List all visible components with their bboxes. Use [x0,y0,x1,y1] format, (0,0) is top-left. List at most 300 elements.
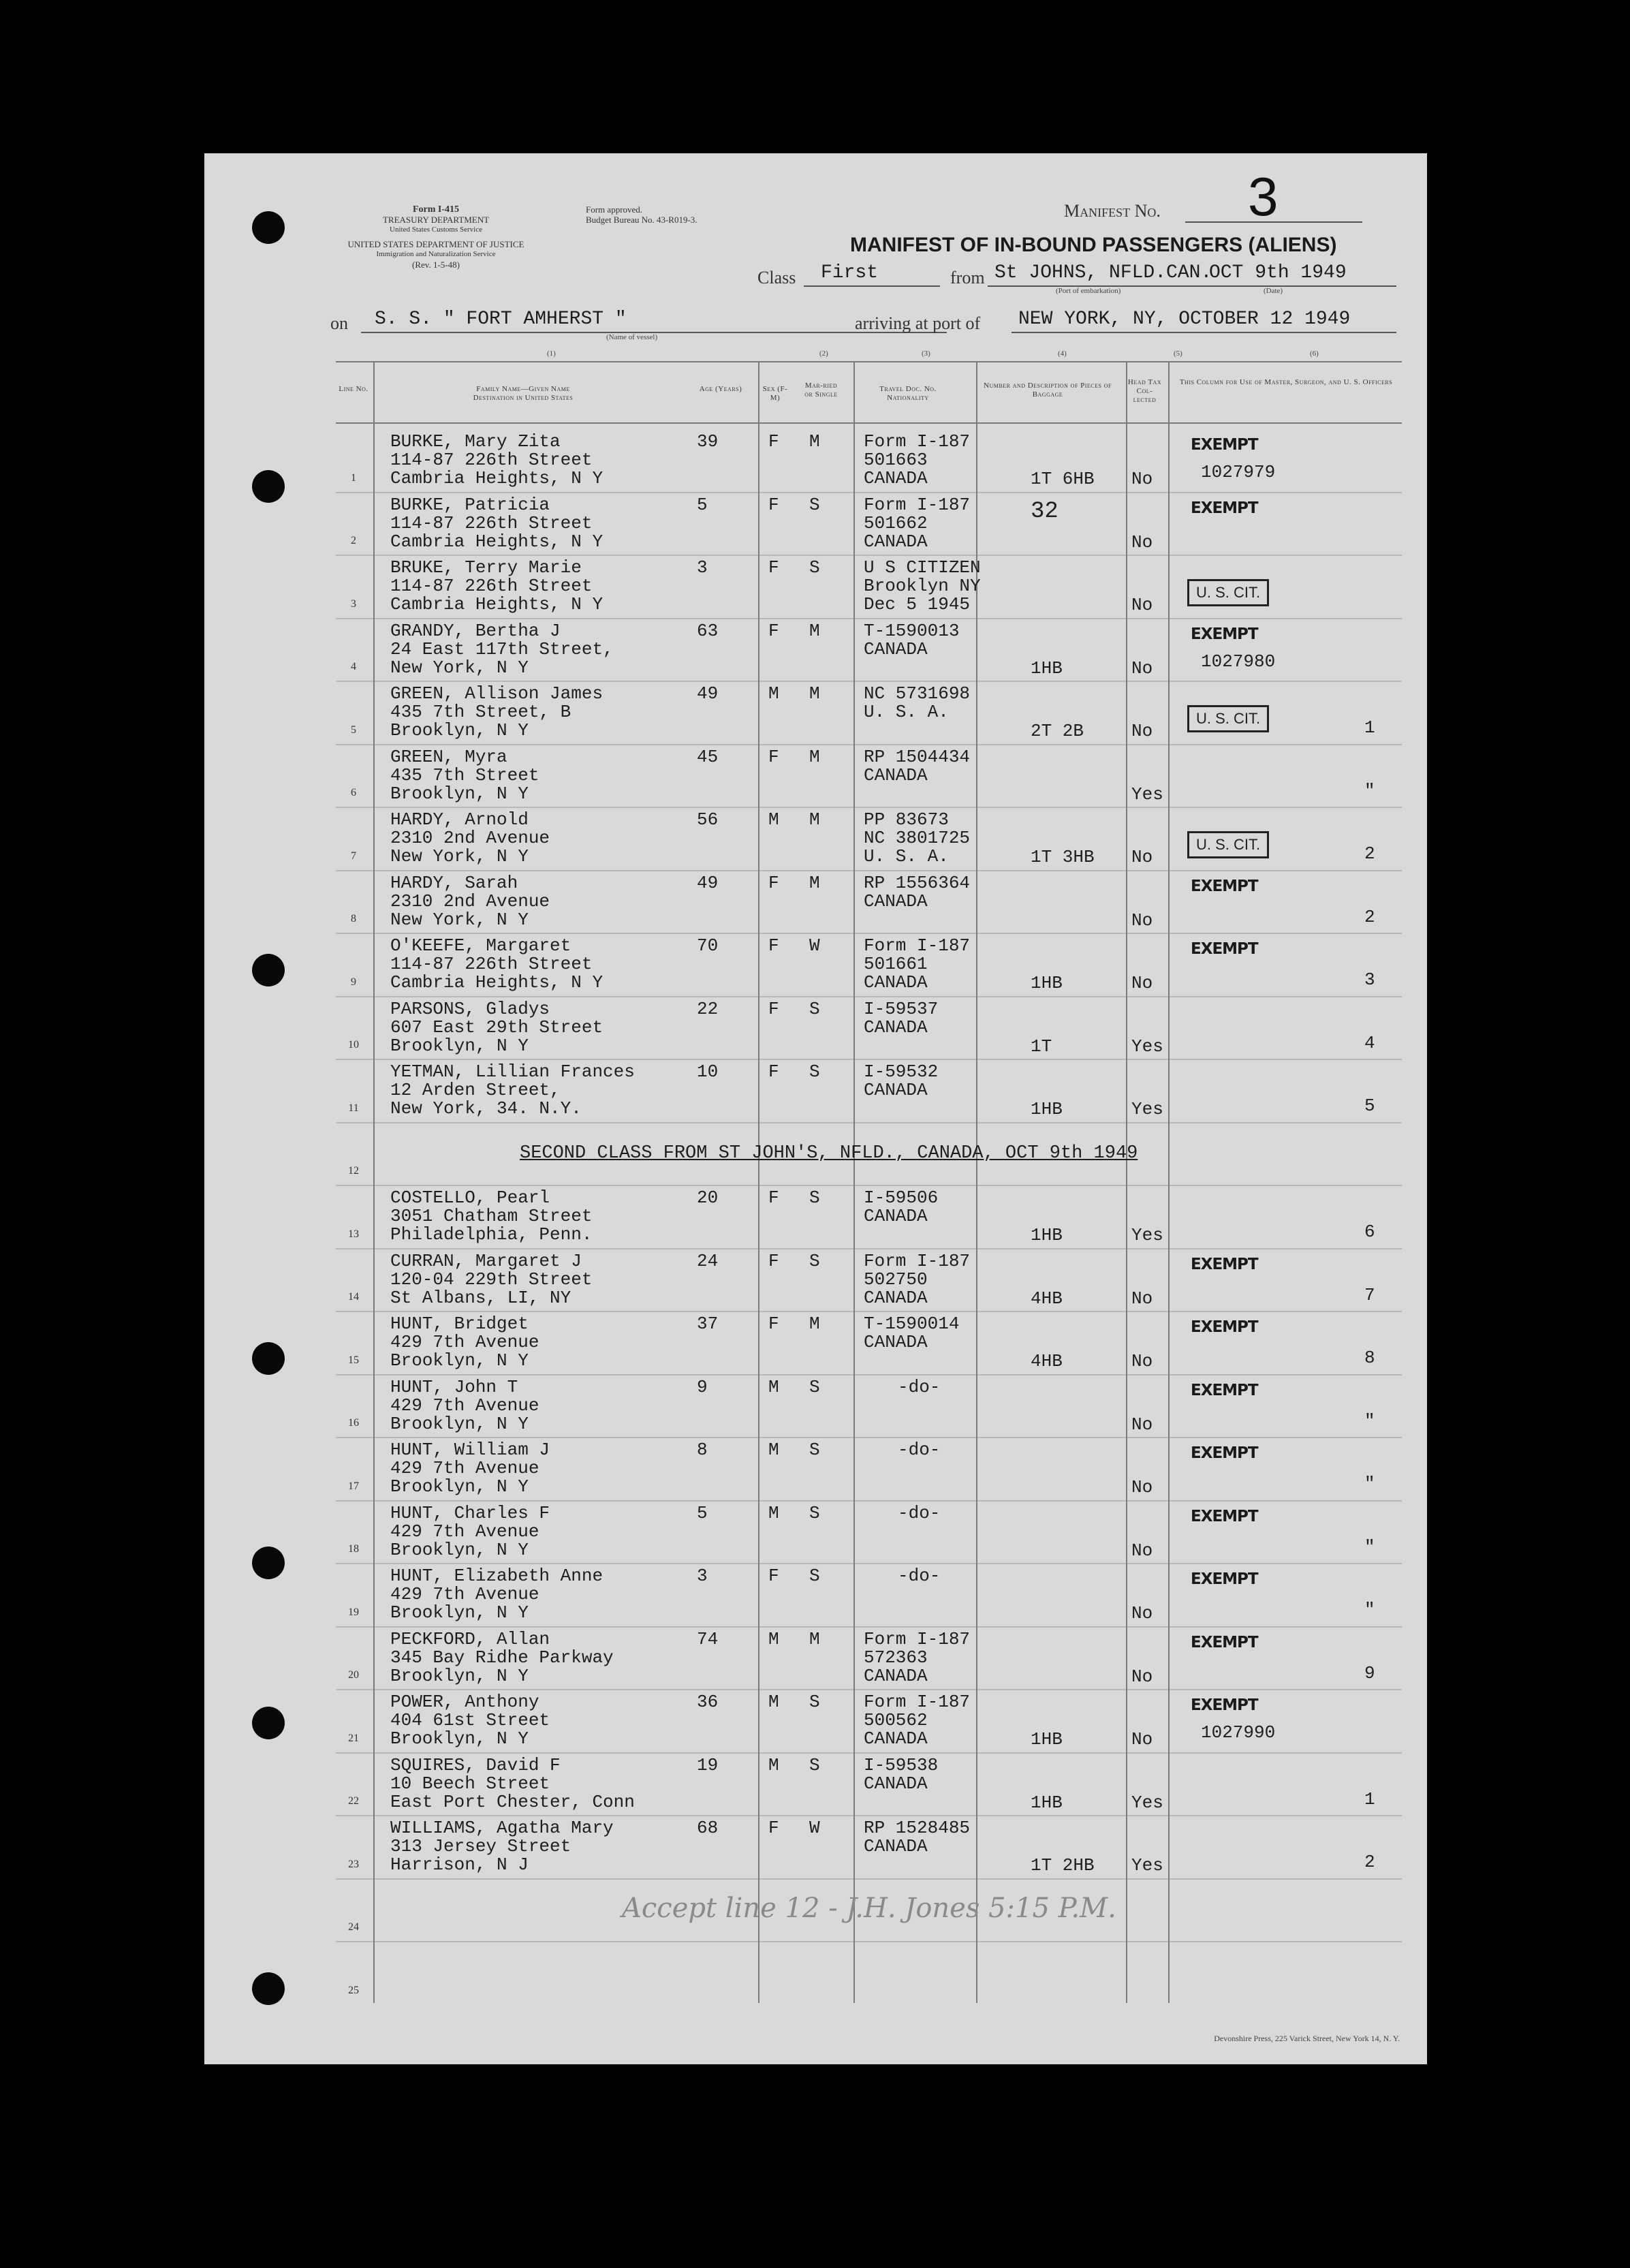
age-value: 63 [697,620,719,641]
passenger-address: 404 61st Street [390,1710,550,1730]
sex-value: M [768,1628,779,1649]
line-number: 9 [351,976,356,988]
passenger-table [336,349,1402,2006]
col-baggage: Number and Description of Pieces of Baggage [984,382,1112,399]
passenger-address: Philadelphia, Penn. [390,1224,593,1245]
passenger-address: 2310 2nd Avenue [390,890,550,912]
baggage-value: 1T 2HB [1031,1855,1095,1876]
marital-status: S [809,998,820,1019]
exempt-stamp: EXEMPT [1191,625,1258,643]
sex-value: F [768,746,779,767]
manifest-sheet [204,153,1427,2064]
line-number: 20 [348,1669,359,1681]
exempt-stamp: EXEMPT [1191,1570,1258,1588]
sex-value: M [768,1376,779,1397]
age-value: 70 [697,935,719,956]
line-number: 18 [348,1543,359,1555]
section-row [336,1123,1402,1186]
passenger-address: 429 7th Avenue [390,1584,539,1604]
passenger-address: 429 7th Avenue [390,1458,539,1478]
age-value: 24 [697,1250,719,1271]
baggage-value: 1HB [1031,1792,1063,1813]
age-value: 22 [697,998,719,1019]
officer-number: 1027980 [1201,651,1276,672]
printer-footer: Devonshire Press, 225 Varick Street, New York 14, N. Y. [1214,2034,1400,2043]
marital-status: M [809,431,820,452]
line-number: 13 [348,1228,359,1240]
table-row [336,429,1402,493]
baggage-value: 1HB [1031,973,1063,993]
passenger-address: 114-87 226th Street [390,450,593,470]
age-value: 49 [697,683,719,704]
passenger-name: GRANDY, Bertha J [390,620,561,641]
exempt-stamp: EXEMPT [1191,1507,1258,1525]
age-value: 37 [697,1314,719,1334]
passenger-address: 429 7th Avenue [390,1332,539,1352]
line-number: 15 [348,1354,359,1366]
passenger-address: Cambria Heights, N Y [390,468,604,488]
travel-doc-line: I-59538 [864,1754,939,1775]
passenger-address: 435 7th Street [390,764,539,786]
passenger-address: 114-87 226th Street [390,512,593,533]
exempt-stamp: EXEMPT [1191,1444,1258,1462]
arriving-label: arriving at port of [855,313,981,333]
head-tax-value: No [1131,1414,1153,1435]
table-row [336,619,1402,682]
travel-doc-line: CANADA [864,1665,928,1686]
travel-doc-line: I-59537 [864,998,939,1019]
passenger-address: 10 Beech Street [390,1773,550,1794]
form-dept-block [313,204,559,270]
officer-number: " [1364,1536,1375,1557]
table-row [336,1627,1402,1690]
travel-doc-line: 500562 [864,1710,928,1730]
travel-doc-line: 501662 [864,512,928,533]
passenger-address: New York, 34. N.Y. [390,1098,582,1119]
table-row [336,1501,1402,1564]
travel-doc-line: -do- [898,1502,941,1523]
age-value: 49 [697,872,719,893]
from-port: St JOHNS, NFLD.CAN. [994,262,1212,283]
officer-number: 1027979 [1201,462,1276,482]
passenger-address: 114-87 226th Street [390,576,593,596]
table-row [336,1059,1402,1123]
head-tax-value: No [1131,1603,1153,1624]
citizen-stamp: U. S. CIT. [1187,831,1269,858]
dept-justice: UNITED STATES DEPARTMENT OF JUSTICE [347,239,524,249]
date-caption: (Date) [1264,287,1283,295]
head-tax-value: No [1131,910,1153,931]
travel-doc-line: Form I-187 [864,1250,971,1271]
baggage-value: 4HB [1031,1288,1063,1309]
line-number: 12 [348,1165,359,1177]
vessel-name: S. S. " FORT AMHERST " [375,309,627,330]
officer-number: 4 [1364,1032,1375,1053]
passenger-name: POWER, Anthony [390,1692,539,1712]
line-number: 4 [351,661,356,672]
travel-doc-line: NC 3801725 [864,828,971,848]
from-underline [988,285,1396,287]
passenger-address: Brooklyn, N Y [390,1665,529,1686]
manifest-title: MANIFEST OF IN-BOUND PASSENGERS (ALIENS) [850,234,1337,256]
travel-doc-line: U. S. A. [864,846,949,867]
form-revision: (Rev. 1-5-48) [412,260,460,270]
travel-doc-line: Form I-187 [864,431,971,452]
age-value: 36 [697,1692,719,1712]
line-number: 17 [348,1480,359,1492]
col-officers: This Column for Use of Master, Surgeon, and U. S. Officers [1179,378,1393,386]
line-number: 24 [348,1921,359,1933]
col-line-no: Line No. [339,385,369,393]
departure-date: OCT 9th 1949 [1209,262,1347,283]
passenger-address: Harrison, N J [390,1854,529,1875]
marital-status: M [809,1314,820,1334]
marital-status: S [809,1061,820,1082]
head-tax-value: No [1131,721,1153,741]
travel-doc-line: T-1590014 [864,1314,960,1334]
passenger-address: 313 Jersey Street [390,1836,571,1857]
travel-doc-line: CANADA [864,1016,928,1038]
travel-doc-line: CANADA [864,764,928,786]
officer-number: 6 [1364,1222,1375,1242]
table-row [336,493,1402,556]
age-value: 5 [697,1502,708,1523]
marital-status: S [809,1502,820,1523]
passenger-address: 345 Bay Ridhe Parkway [390,1647,614,1668]
vessel-caption: (Name of vessel) [606,333,658,341]
head-tax-value: No [1131,1477,1153,1497]
manifest-number: 3 [1248,166,1279,227]
table-row [336,1185,1402,1249]
head-tax-value: Yes [1131,783,1163,805]
passenger-address: 435 7th Street, B [390,702,571,722]
travel-doc-line: CANADA [864,972,928,993]
marital-status: S [809,1692,820,1712]
passenger-address: 24 East 117th Street, [390,638,614,659]
passenger-address: 429 7th Avenue [390,1521,539,1542]
head-tax-value: Yes [1131,1225,1163,1245]
head-tax-value: No [1131,1666,1153,1687]
marital-status: M [809,683,820,704]
travel-doc-line: 501663 [864,450,928,470]
passenger-address: Cambria Heights, N Y [390,972,604,993]
travel-doc-line: RP 1504434 [864,746,971,767]
marital-status: W [809,935,820,956]
travel-doc-line: PP 83673 [864,809,949,830]
head-tax-value: No [1131,973,1153,993]
marital-status: S [809,1187,820,1208]
travel-doc-line: 502750 [864,1269,928,1290]
dept-treasury-sub: United States Customs Service [390,226,482,234]
table-top-rule [336,361,1402,362]
marital-status: S [809,1754,820,1775]
table-row [336,555,1402,619]
table-row [336,1311,1402,1375]
marital-status: S [809,1376,820,1397]
baggage-value: 1HB [1031,1729,1063,1750]
exempt-stamp: EXEMPT [1191,436,1258,454]
baggage-value: 1HB [1031,1225,1063,1245]
head-tax-value: No [1131,1288,1153,1309]
passenger-address: Brooklyn, N Y [390,783,529,804]
head-tax-value: Yes [1131,1099,1163,1119]
sex-value: F [768,1061,779,1082]
baggage-value: 1T 3HB [1031,847,1095,867]
sex-value: F [768,620,779,641]
line-number: 7 [351,850,356,862]
officer-number: 3 [1364,969,1375,990]
line-number: 19 [348,1606,359,1618]
table-row [336,1249,1402,1312]
travel-doc-line: CANADA [864,468,928,488]
exempt-stamp: EXEMPT [1191,940,1258,958]
head-tax-value: No [1131,1540,1153,1561]
exempt-stamp: EXEMPT [1191,1633,1258,1651]
annotation-row [336,1879,1402,1942]
passenger-name: GREEN, Myra [390,746,507,767]
citizen-stamp: U. S. CIT. [1187,705,1269,732]
officer-number: 5 [1364,1096,1375,1116]
age-value: 45 [697,746,719,767]
passenger-address: 2310 2nd Avenue [390,828,550,848]
col-head-tax: Head Tax Col-lected [1127,378,1162,404]
binder-hole [252,470,285,503]
passenger-name: HUNT, Elizabeth Anne [390,1566,604,1586]
travel-doc-line: Dec 5 1945 [864,594,971,615]
passenger-address: Brooklyn, N Y [390,1602,529,1623]
marital-status: S [809,1440,820,1460]
age-value: 39 [697,431,719,452]
binder-hole [252,954,285,987]
age-value: 9 [697,1376,708,1397]
head-tax-value: No [1131,1351,1153,1371]
table-row [336,745,1402,808]
passenger-name: PARSONS, Gladys [390,998,550,1019]
travel-doc-line: CANADA [864,531,928,552]
travel-doc-line: I-59532 [864,1061,939,1082]
officer-number: 7 [1364,1284,1375,1305]
travel-doc-line: -do- [898,1376,941,1397]
travel-doc-line: CANADA [864,1773,928,1794]
baggage-value: 4HB [1031,1351,1063,1371]
passenger-address: St Albans, LI, NY [390,1287,571,1308]
col-married: Mar-ried or Single [804,382,838,399]
sex-value: F [768,935,779,956]
age-value: 56 [697,809,719,830]
sex-value: M [768,1692,779,1712]
passenger-address: 3051 Chatham Street [390,1206,593,1226]
citizen-stamp: U. S. CIT. [1187,579,1269,606]
sex-value: F [768,557,779,578]
table-row [336,1690,1402,1753]
table-row [336,807,1402,871]
head-tax-value: No [1131,847,1153,867]
table-row [336,1942,1402,2005]
class-label: Class [757,268,796,288]
marital-status: M [809,746,820,767]
table-row [336,1375,1402,1438]
exempt-stamp: EXEMPT [1191,499,1258,517]
sex-value: M [768,683,779,704]
travel-doc-line: Brooklyn NY [864,576,981,596]
officer-number: 2 [1364,1852,1375,1872]
passenger-name: PECKFORD, Allan [390,1628,550,1649]
travel-doc-line: -do- [898,1566,941,1586]
section-heading: SECOND CLASS FROM ST JOHN'S, NFLD., CANADA, OCT 9th 1949 [520,1143,1138,1164]
passenger-address: 120-04 229th Street [390,1269,593,1290]
sex-value: M [768,1502,779,1523]
marital-status: S [809,1566,820,1586]
table-row [336,871,1402,934]
age-value: 20 [697,1187,719,1208]
col-name: Family Name—Given Name Destination in United States [473,385,574,402]
head-tax-value: No [1131,469,1153,489]
line-number: 8 [351,913,356,925]
travel-doc-line: CANADA [864,1836,928,1857]
age-value: 3 [697,1566,708,1586]
exempt-stamp: EXEMPT [1191,1255,1258,1273]
marital-status: M [809,1628,820,1649]
baggage-value: 2T 2B [1031,721,1084,741]
col-number: (3) [922,349,930,358]
passenger-name: YETMAN, Lillian Frances [390,1061,635,1082]
passenger-name: CURRAN, Margaret J [390,1250,582,1271]
head-tax-value: No [1131,657,1153,679]
exempt-stamp: EXEMPT [1191,1318,1258,1336]
passenger-name: GREEN, Allison James [390,683,604,704]
travel-doc-line: Form I-187 [864,1628,971,1649]
passenger-address: New York, N Y [390,909,529,930]
from-label: from [950,268,985,288]
form-approval [586,204,777,225]
marital-status: S [809,494,820,515]
marital-status: S [809,557,820,578]
sex-value: F [768,1566,779,1586]
officer-number: 2 [1364,906,1375,927]
exempt-stamp: EXEMPT [1191,1696,1258,1714]
officer-number: " [1364,780,1375,801]
passenger-address: New York, N Y [390,657,529,678]
table-row [336,1438,1402,1501]
head-tax-value: Yes [1131,1036,1163,1057]
passenger-name: COSTELLO, Pearl [390,1187,550,1208]
sex-value: F [768,431,779,452]
age-value: 3 [697,557,708,578]
head-tax-value: No [1131,595,1153,615]
passenger-address: 429 7th Avenue [390,1395,539,1416]
col-number: (4) [1058,349,1067,358]
binder-hole [252,1707,285,1739]
table-row [336,681,1402,745]
travel-doc-line: U. S. A. [864,702,949,722]
line-number: 21 [348,1732,359,1744]
travel-doc-line: 572363 [864,1647,928,1668]
line-number: 5 [351,724,356,736]
passenger-name: HARDY, Sarah [390,872,518,893]
passenger-address: 12 Arden Street, [390,1080,561,1100]
travel-doc-line: RP 1556364 [864,872,971,893]
col-age: Age (Years) [699,385,742,393]
head-tax-value: No [1131,531,1153,553]
passenger-address: Brooklyn, N Y [390,1539,529,1560]
marital-status: M [809,620,820,641]
travel-doc-line: Form I-187 [864,935,971,956]
age-value: 5 [697,494,708,515]
sex-value: F [768,1250,779,1271]
travel-doc-line: CANADA [864,1728,928,1749]
baggage-value: 1HB [1031,657,1063,679]
sex-value: F [768,494,779,515]
marital-status: M [809,809,820,830]
table-row [336,997,1402,1060]
passenger-name: HUNT, Charles F [390,1502,550,1523]
line-number: 22 [348,1795,359,1807]
table-row [336,1753,1402,1816]
passenger-address: New York, N Y [390,846,529,867]
travel-doc-line: CANADA [864,1080,928,1100]
officer-number: 2 [1364,843,1375,864]
class-underline [804,285,940,287]
passenger-name: BURKE, Patricia [390,494,550,515]
col-number: (2) [819,349,828,358]
on-label: on [330,313,348,333]
travel-doc-line: T-1590013 [864,620,960,641]
travel-doc-line: CANADA [864,1332,928,1352]
sex-value: F [768,998,779,1019]
travel-doc-line: RP 1528485 [864,1818,971,1838]
baggage-value: 1HB [1031,1099,1063,1119]
class-value: First [821,262,879,283]
binder-hole [252,1972,285,2005]
exempt-stamp: EXEMPT [1191,1381,1258,1399]
passenger-address: Cambria Heights, N Y [390,531,604,552]
passenger-name: HUNT, John T [390,1376,518,1397]
sex-value: M [768,809,779,830]
table-row [336,1816,1402,1879]
budget-text: Budget Bureau No. 43-R019-3. [586,215,698,225]
sex-value: M [768,1754,779,1775]
officer-number: 9 [1364,1662,1375,1683]
manifest-no-label: Manifest No. [1064,201,1161,221]
passenger-address: East Port Chester, Conn [390,1791,635,1812]
sex-value: F [768,872,779,893]
travel-doc-line: -do- [898,1440,941,1460]
form-number: Form I-415 [412,204,460,215]
travel-doc-line: Form I-187 [864,1692,971,1712]
age-value: 68 [697,1818,719,1838]
passenger-name: O'KEEFE, Margaret [390,935,571,956]
passenger-name: BURKE, Mary Zita [390,431,561,452]
passenger-address: 607 East 29th Street [390,1016,604,1038]
travel-doc-line: CANADA [864,1287,928,1308]
table-row [336,1564,1402,1627]
passenger-name: HARDY, Arnold [390,809,529,830]
arrival-underline [1012,332,1396,333]
line-number: 3 [351,597,356,610]
table-header-rule [336,422,1402,424]
passenger-address: Brooklyn, N Y [390,1350,529,1371]
col-number: (6) [1310,349,1319,358]
head-tax-value: Yes [1131,1792,1163,1813]
baggage-value: 1T 6HB [1031,469,1095,489]
head-tax-value: No [1131,1729,1153,1750]
travel-doc-line: U S CITIZEN [864,557,981,578]
passenger-address: Brooklyn, N Y [390,1035,529,1056]
col-travel-doc: Travel Doc. No. Nationality [879,385,937,402]
age-value: 10 [697,1061,719,1082]
travel-doc-line: CANADA [864,890,928,912]
travel-doc-line: Form I-187 [864,494,971,515]
